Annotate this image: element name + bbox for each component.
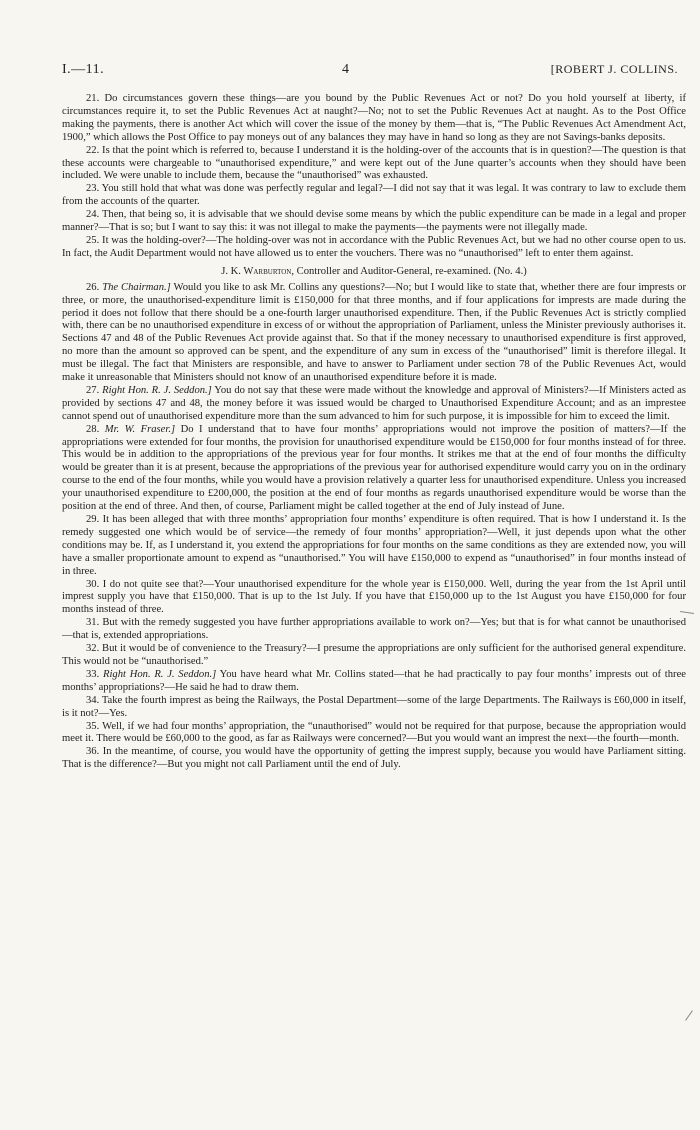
page-header bbox=[62, 62, 678, 80]
paragraph-text: Would you like to ask Mr. Collins any questions?—No; but I would like to state that, whether there are four imprests or three, or more, the unauthorised-expenditure limit is £150,000 for that three months, and if four applications for imprests are made during the period it does not follow that there should be a one-fourth larger unauthorised expenditure. Then, if the Public Revenues Act is strictly complied with, there can be no unauthorised expenditure in excess of or without the appropriation of Parliament, unless the Minister previously authorises it. Sections 47 and 48 of the Public Revenues Act provide against that. So that if the money necessary to unauthorised expenditure is first approved, no more than the amount so approved can be spent, and the expenditure of any sum in excess of the “unauthorised” limit is therefore illegal. It must be illegal. The fact that Ministers are responsible, and have to answer to Parliament under section 78 of the Public Revenues Act, would make it unreasonable that Ministers should not know of an unauthorised expenditure before it is made. bbox=[62, 281, 686, 384]
witness-number: (No. 4.) bbox=[493, 265, 527, 277]
question-number: 30. bbox=[86, 578, 100, 590]
paragraph-24: 24. Then, that being so, it is advisable that we should devise some means by which the public expenditure can be made in a legal and proper manner?—That is so; but I want to say this: it was not illegal to make the payments—the payments were not illegally made. bbox=[62, 209, 686, 234]
document-reference: I.—11. bbox=[62, 62, 105, 77]
paragraph-31 bbox=[62, 617, 686, 643]
witness-role: , Controller and Auditor-General, re-examined. bbox=[291, 265, 491, 277]
paragraph-21: 21. Do circumstances govern these things—are you bound by the Public Revenues Act or not? Do you hold yourself at liberty, if circumstances require it, to set the Public Revenues Act at naught?—No; not to set the Public Revenues Act at naught. As to the Post Office making the payments, there is another Act which will cover the issue of the money by them—that is, “The Public Revenues Act Amendment Act, 1900,” which allows the Post Office to pay moneys out of any balances they may have in hand so long as they are not Savings-banks deposits. bbox=[62, 93, 686, 143]
witness-header: [ROBERT J. COLLINS. bbox=[550, 62, 678, 76]
question-number: 28. bbox=[86, 423, 100, 435]
question-number: 34. bbox=[86, 694, 100, 706]
paragraph-text: You do not say that these were made without the knowledge and approval of Ministers?—If Ministers acted as provided by sections 47 and 48, the money before it was issued would be charged to Unauthorised Expenditure Account; and as an impresteе cannot spend out of unauthorised expenditure more than the sum advanced to him for such purpose, it is impossible for him to exceed the limit. bbox=[62, 384, 686, 422]
paragraph-26 bbox=[62, 282, 686, 385]
paragraph-36 bbox=[62, 746, 686, 772]
paragraph-22: 22. Is that the point which is referred to, because I understand it is the holding-over of the accounts that is in question?—The question is that these accounts were chargeable to “unauthorised expenditure,” and were kept out of the June quarter’s accounts when they should have been included. We were unable to include them, because the “unauthorised” was exhausted. bbox=[62, 144, 686, 182]
document-body bbox=[62, 93, 686, 772]
paragraph-25: 25. It was the holding-over?—The holding-over was not in accordance with the Public Revenues Act, but we had no other course open to us. In fact, the Audit Department would not have allowed us to enter the vouchers. There was no “unauthorised” left to enter them against. bbox=[62, 234, 686, 259]
paragraph-30 bbox=[62, 579, 686, 618]
paragraph-text: Take the fourth imprest as being the Railways, the Postal Department—some of the large Departments. The Railways is £60,000 in itself, is it not?—Yes. bbox=[62, 694, 686, 719]
question-number: 31. bbox=[86, 617, 100, 629]
paragraph-text: But it would be of convenience to the Treasury?—I presume the appropriations are only sufficient for the authorised general expenditure. This would not be “unauthorised.” bbox=[62, 643, 686, 667]
paragraph-35 bbox=[62, 721, 686, 747]
paragraph-29 bbox=[62, 514, 686, 579]
paragraph-text: Well, if we had four months’ appropriation, the “unauthorised” would not be required for that purpose, because the appropriation would meet it. There would be £60,000 to the good, as far as Railways were concerned?—But you would want an imprest the next—the fourth—month. bbox=[62, 720, 686, 745]
question-number: 33. bbox=[86, 668, 100, 680]
witness-heading bbox=[62, 266, 686, 279]
witness-name: J. K. Warburton bbox=[221, 265, 292, 277]
paragraph-text: You have heard what Mr. Collins stated—that he had practically to pay four months’ imprests out of three months’ appropriations?—He said he had to draw them. bbox=[62, 668, 686, 693]
speaker: The Chairman.] bbox=[102, 281, 171, 293]
paragraph-23: 23. You still hold that what was done was perfectly regular and legal?—I did not say that it was legal. It was contrary to law to exclude them from the accounts of the quarter. bbox=[62, 183, 686, 208]
question-number: 26. bbox=[86, 281, 100, 293]
paragraph-33 bbox=[62, 669, 686, 695]
question-number: 32. bbox=[86, 643, 100, 655]
paragraph-text: It has been alleged that with three months’ appropriation four months’ expenditure is often required. That is how I understand it. Is the remedy suggested one which would be of service—the remedy of four months’ appropriation?—Well, it just depends upon what the other conditions may be. If, as I understand it, you extend the appropriations for four months on the same conditions as they are extended now, you will have a smaller proportionate amount to expend as “unauthorised.” You will have £150,000 to expend as “unauthorised” in four months instead of in three. bbox=[62, 514, 686, 577]
margin-mark bbox=[685, 1010, 693, 1020]
speaker: Mr. W. Fraser.] bbox=[104, 423, 176, 435]
speaker: Right Hon. R. J. Seddon.] bbox=[102, 384, 212, 396]
paragraph-27 bbox=[62, 385, 686, 424]
page-number: 4 bbox=[342, 62, 349, 77]
question-number: 35. bbox=[86, 720, 100, 732]
speaker: Right Hon. R. J. Seddon.] bbox=[103, 668, 217, 680]
paragraph-28 bbox=[62, 424, 686, 514]
question-number: 29. bbox=[86, 514, 100, 525]
paragraph-text: But with the remedy suggested you have further appropriations available to work on?—Yes; but that is for what cannot be unauthorised—that is, extended appropriations. bbox=[62, 617, 686, 642]
question-number: 27. bbox=[86, 384, 100, 396]
paragraph-34 bbox=[62, 695, 686, 721]
question-number: 36. bbox=[86, 746, 100, 758]
paragraph-32 bbox=[62, 643, 686, 669]
paragraph-text: In the meantime, of course, you would have the opportunity of getting the imprest supply, because you would have Parliament sitting. That is the difference?—But you might not call Parliament until the end of July. bbox=[62, 746, 686, 771]
paragraph-text: Do I understand that to have four months’ appropriations would not improve the position of matters?—If the appropriations were extended for four months, the provision for unauthorised expenditure would be £150,000 for four months instead of for three. This would be in addition to the appropriations of the previous year for four months. It strikes me that at the end of four months the difficulty would be greater than it is at present, because the appropriations of the previous year for authorised expenditure would carry you on in the ordinary course to the end of the four months, while you would have a provision relatively a quarter less for unauthorised expenditure. Unless you increased your unauthorised expenditure to £200,000, the position at the end of four months as regards unauthorised expenditure would be worse than the position at the end of three. And then, of course, Parliament might be called together at the end of July instead of June. bbox=[62, 423, 687, 513]
paragraph-text: I do not quite see that?—Your unauthorised expenditure for the whole year is £150,000. Well, during the year from the 1st April until imprest supply you have that £150,000. That is up to the 1st July. If you have that £150,000 up to the 1st August you have £150,000 for four months instead of three. bbox=[62, 578, 686, 616]
